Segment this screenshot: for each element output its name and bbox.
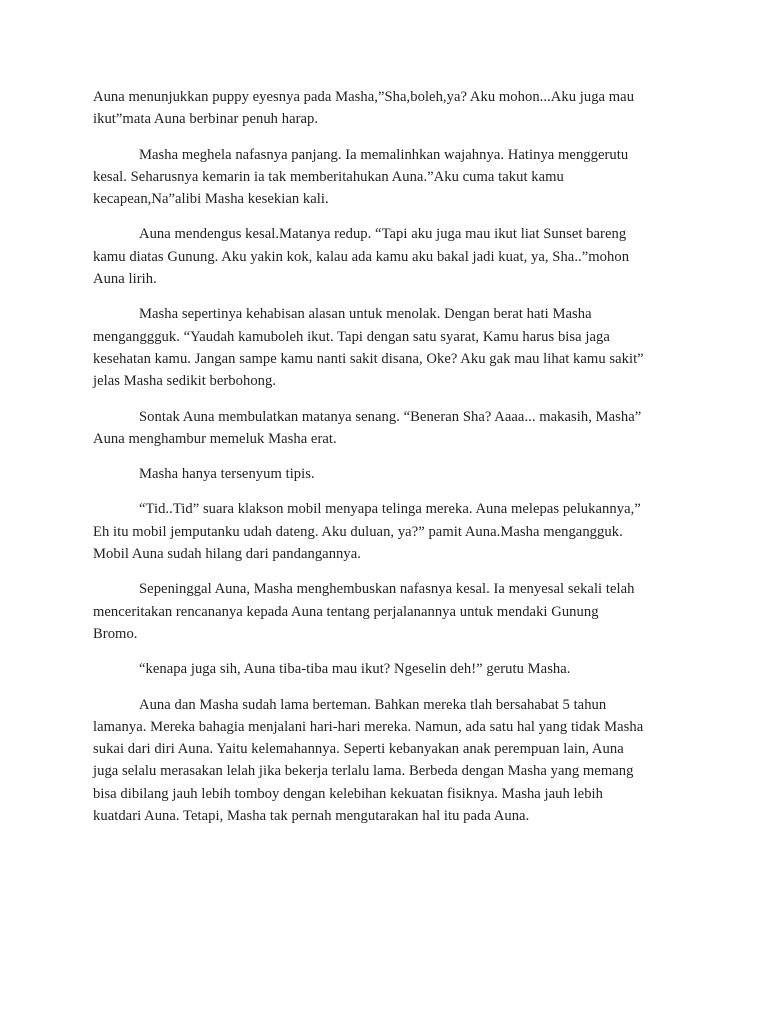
- paragraph-1: Auna menunjukkan puppy eyesnya pada Masha,”Sha,boleh,ya? Aku mohon...Aku juga mau ikut”mata Auna berbinar penuh harap.: [93, 89, 635, 128]
- story-text: [93, 86, 683, 840]
- paragraph-5: Sontak Auna membulatkan matanya senang. “Beneran Sha? Aaaa... makasih, Masha” Auna menghambur memeluk Masha erat.: [93, 408, 642, 447]
- paragraph-10: Auna dan Masha sudah lama berteman. Bahkan mereka tlah bersahabat 5 tahun lamanya. Mereka bahagia menjalani hari-hari mereka. Namun, ada satu hal yang tidak Masha sukai dari diri Auna. Yaitu kelemahannya. Seperti kebanyakan anak perempuan lain, Auna juga selalu merasakan lelah jika bekerja terlalu lama. Berbeda dengan Masha yang memang bisa dibilang jauh lebih tomboy dengan kelebihan kekuatan fisiknya. Masha jauh lebih kuatdari Auna. Tetapi, Masha tak pernah mengutarakan hal itu pada Auna.: [93, 696, 644, 825]
- paragraph-3: Auna mendengus kesal.Matanya redup. “Tapi aku juga mau ikut liat Sunset bareng kamu diatas Gunung. Aku yakin kok, kalau ada kamu aku bakal jadi kuat, ya, Sha..”mohon Auna lirih.: [93, 226, 630, 288]
- paragraph-2: Masha meghela nafasnya panjang. Ia memalinhkan wajahnya. Hatinya menggerutu kesal. Seharusnya kemarin ia tak memberitahukan Auna.”Aku cuma takut kamu kecapean,Na”alibi Masha kesekian kali.: [93, 146, 629, 208]
- paragraph-7: “Tid..Tid” suara klakson mobil menyapa telinga mereka. Auna melepas pelukannya,” Eh itu mobil jemputanku udah dateng. Aku duluan, ya?” pamit Auna.Masha mengangguk. Mobil Auna sudah hilang dari pandangannya.: [93, 501, 641, 563]
- paragraph-9: “kenapa juga sih, Auna tiba-tiba mau ikut? Ngeselin deh!” gerutu Masha.: [139, 661, 571, 678]
- paragraph-4: Masha sepertinya kehabisan alasan untuk menolak. Dengan berat hati Masha menganggguk. “Yaudah kamuboleh ikut. Tapi dengan satu syarat, Kamu harus bisa jaga kesehatan kamu. Jangan sampe kamu nanti sakit disana, Oke? Aku gak mau lihat kamu sakit” jelas Masha sedikit berbohong.: [93, 306, 644, 390]
- paragraph-8: Sepeninggal Auna, Masha menghembuskan nafasnya kesal. Ia menyesal sekali telah menceritakan rencananya kepada Auna tentang perjalanannya untuk mendaki Gunung Bromo.: [93, 581, 635, 642]
- paragraph-6: Masha hanya tersenyum tipis.: [139, 466, 315, 483]
